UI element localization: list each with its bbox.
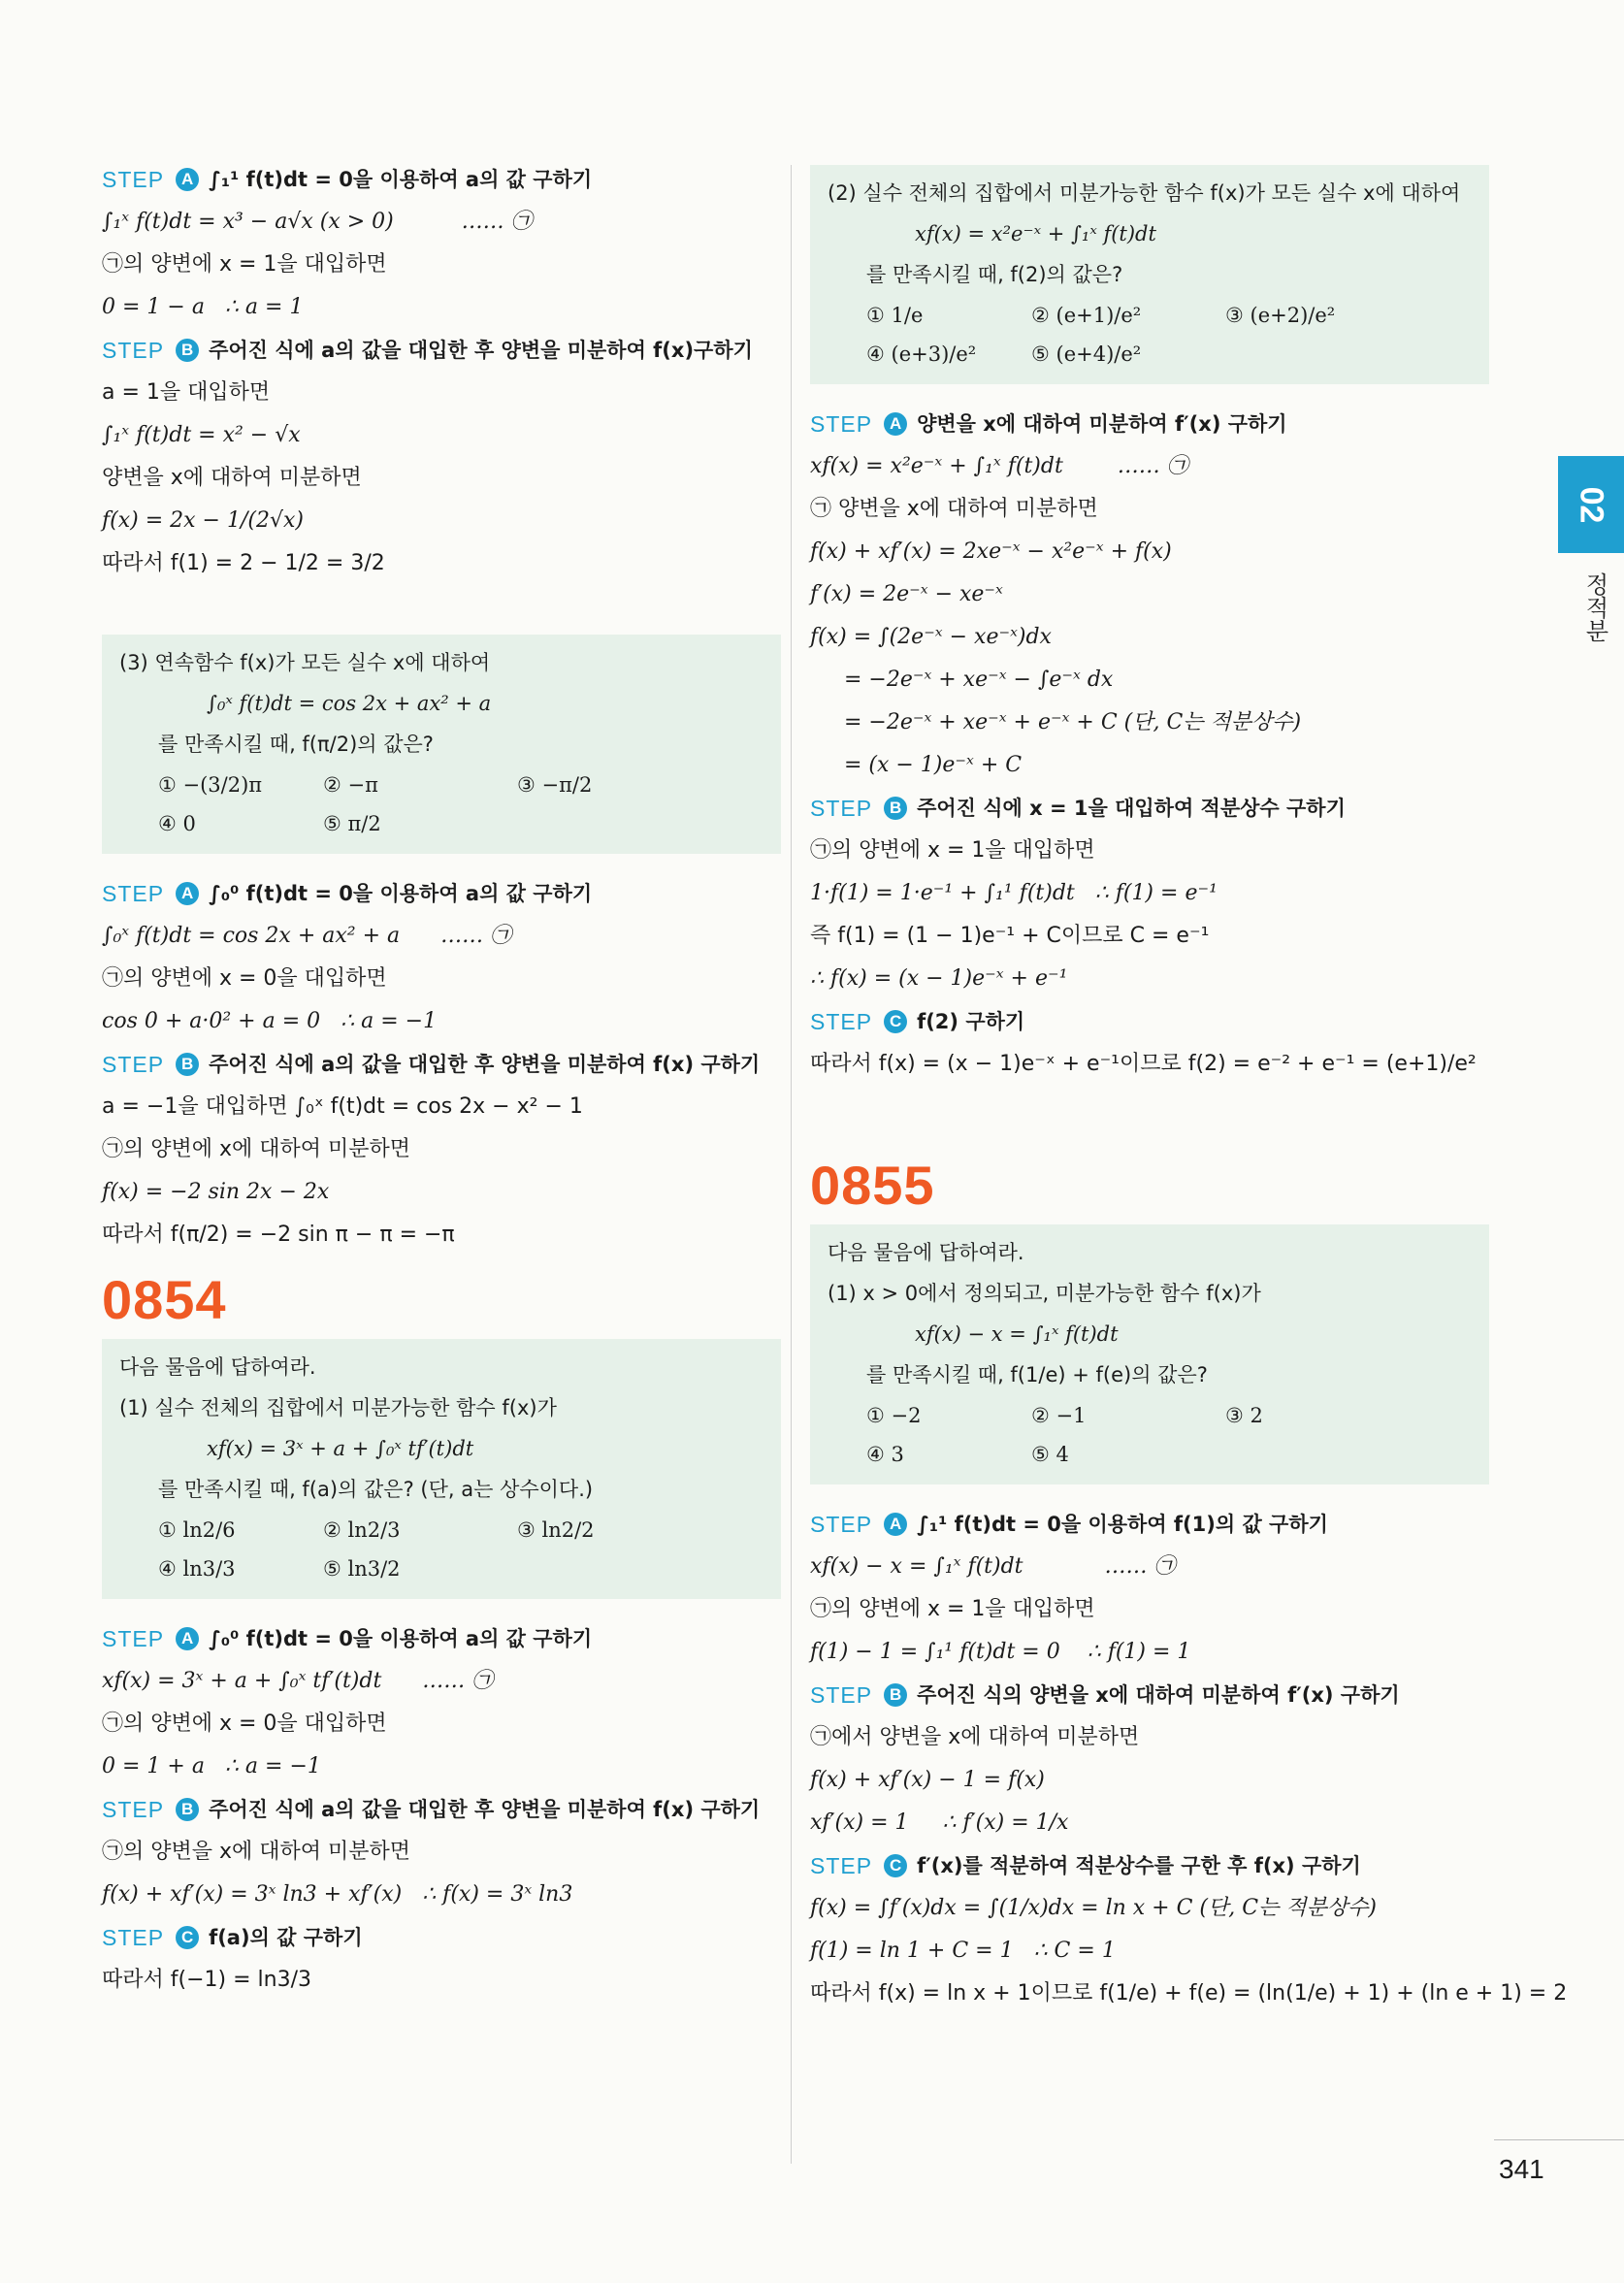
choice-3: ③ −π/2 [517,773,593,797]
step-title: f(2) 구하기 [917,1010,1025,1033]
step-badge: B [176,1798,199,1821]
step-b-header [102,336,781,365]
choice-4: ④ (e+3)/e² [866,342,977,366]
step-badge: B [176,339,199,362]
solution-line: cos 0 + a·0² + a = 0 ∴ a = −1 [102,1009,438,1033]
solution-line: ㉠에서 양변을 x에 대하여 미분하면 [810,1725,1140,1749]
solution-line: xf(x) − x = ∫₁ˣ f(t)dt …… ㉠ [810,1554,1176,1579]
solution-line: xf′(x) = 1 ∴ f′(x) = 1/x [810,1810,1069,1835]
choice-2: ② −1 [1031,1404,1087,1427]
choice-1: ① −2 [866,1404,922,1427]
solution-line: ㉠의 양변에 x = 1을 대입하면 [810,838,1095,863]
step-label: STEP [102,167,165,192]
choice-1: ① 1/e [866,304,924,327]
step-b-header [102,1050,781,1079]
problem-number: 0855 [810,1155,935,1216]
step-badge: C [176,1926,199,1949]
choice-3: ③ ln2/2 [517,1518,595,1542]
chapter-title: 정적분 [1581,572,1608,642]
choice-2: ② (e+1)/e² [1031,304,1142,327]
solution-line: f(1) = ln 1 + C = 1 ∴ C = 1 [810,1939,1116,1963]
solution-line: a = −1을 대입하면 ∫₀ˣ f(t)dt = cos 2x − x² − 1 [102,1094,583,1119]
problem-text: 를 만족시킬 때, f(a)의 값은? (단, a는 상수이다.) [158,1478,594,1501]
chapter-tab [1558,456,1624,553]
problem-text: 를 만족시킬 때, f(2)의 값은? [866,263,1123,286]
left-column [102,165,781,2008]
solution-line: 따라서 f(x) = ln x + 1이므로 f(1/e) + f(e) = (ln(1/e) + 1) + (ln e + 1) = 2 [810,1981,1568,2006]
solution-line: ㉠의 양변에 x = 0을 대입하면 [102,966,387,991]
step-label: STEP [810,796,873,821]
step-label: STEP [810,1512,873,1537]
problem-equation: ∫₀ˣ f(t)dt = cos 2x + ax² + a [207,692,492,715]
answer-choices [119,1516,763,1583]
step-title: 양변을 x에 대하여 미분하여 f′(x) 구하기 [917,412,1287,436]
problem-text: 다음 물음에 답하여라. [119,1355,316,1379]
step-title: 주어진 식의 양변을 x에 대하여 미분하여 f′(x) 구하기 [917,1683,1400,1707]
solution-line: f(x) = 2x − 1/(2√x) [102,508,304,533]
step-title: 주어진 식에 a의 값을 대입한 후 양변을 미분하여 f(x) 구하기 [209,1053,761,1076]
step-title: 주어진 식에 a의 값을 대입한 후 양변을 미분하여 f(x) 구하기 [209,1798,761,1821]
step-title: f(a)의 값 구하기 [209,1926,363,1949]
step-label: STEP [102,881,165,906]
problem-text: 를 만족시킬 때, f(π/2)의 값은? [158,733,434,756]
choice-2: ② ln2/3 [323,1518,401,1542]
step-badge: B [884,1683,907,1707]
solution-line: = −2e⁻ˣ + xe⁻ˣ − ∫e⁻ˣ dx [810,668,1114,692]
solution-line: 0 = 1 + a ∴ a = −1 [102,1754,321,1778]
column-divider [791,165,792,2164]
choice-3: ③ (e+2)/e² [1225,304,1336,327]
solution-line: ㉠ 양변을 x에 대하여 미분하면 [810,497,1098,521]
step-label: STEP [102,1626,165,1651]
step-badge: A [176,1627,199,1650]
step-label: STEP [810,1853,873,1878]
problem-text: (3) 연속함수 f(x)가 모든 실수 x에 대하여 [119,651,491,674]
solution-line: f(1) − 1 = ∫₁¹ f(t)dt = 0 ∴ f(1) = 1 [810,1640,1191,1664]
solution-line: ∫₁ˣ f(t)dt = x³ − a√x (x > 0) …… ㉠ [102,210,533,234]
solution-line: f(x) + xf′(x) = 2xe⁻ˣ − x²e⁻ˣ + f(x) [810,539,1172,564]
solution-line: 따라서 f(π/2) = −2 sin π − π = −π [102,1223,455,1247]
problem-text: (1) x > 0에서 정의되고, 미분가능한 함수 f(x)가 [828,1282,1261,1305]
step-a-header [810,1510,1489,1539]
solution-line: = (x − 1)e⁻ˣ + C [810,753,1023,777]
choice-5: ⑤ (e+4)/e² [1031,342,1142,366]
answer-choices [828,1401,1472,1469]
choice-4: ④ 3 [866,1443,904,1466]
step-label: STEP [102,1925,165,1950]
solution-line: 따라서 f(1) = 2 − 1/2 = 3/2 [102,551,385,575]
step-title: ∫₀⁰ f(t)dt = 0을 이용하여 a의 값 구하기 [209,1627,593,1650]
step-title: ∫₀⁰ f(t)dt = 0을 이용하여 a의 값 구하기 [209,882,593,905]
solution-line: ㉠의 양변에 x에 대하여 미분하면 [102,1137,411,1161]
solution-line: f(x) = ∫f′(x)dx = ∫(1/x)dx = ln x + C (단, C는 적분상수) [810,1896,1377,1920]
solution-line: xf(x) = 3ˣ + a + ∫₀ˣ tf′(t)dt …… ㉠ [102,1669,494,1693]
solution-line: a = 1을 대입하면 [102,380,271,405]
step-title: f′(x)를 적분하여 적분상수를 구한 후 f(x) 구하기 [917,1854,1361,1877]
step-b-header [102,1795,781,1824]
solution-line: ㉠의 양변에 x = 0을 대입하면 [102,1712,387,1736]
step-b-header [810,794,1489,823]
choice-4: ④ ln3/3 [158,1557,236,1581]
problem-equation: xf(x) = x²e⁻ˣ + ∫₁ˣ f(t)dt [915,222,1156,245]
step-label: STEP [810,1009,873,1034]
step-label: STEP [102,338,165,363]
choice-1: ① ln2/6 [158,1518,236,1542]
choice-3: ③ 2 [1225,1404,1263,1427]
step-title: ∫₁¹ f(t)dt = 0을 이용하여 f(1)의 값 구하기 [917,1513,1328,1536]
solution-line: xf(x) = x²e⁻ˣ + ∫₁ˣ f(t)dt …… ㉠ [810,454,1188,478]
solution-line: 양변을 x에 대하여 미분하면 [102,466,362,490]
problem-text: 를 만족시킬 때, f(1/e) + f(e)의 값은? [866,1363,1208,1386]
step-c-header [810,1007,1489,1036]
problem-equation: xf(x) − x = ∫₁ˣ f(t)dt [915,1322,1119,1346]
step-badge: A [176,168,199,191]
step-label: STEP [810,1682,873,1708]
step-badge: A [884,1513,907,1536]
solution-line: ∫₁ˣ f(t)dt = x² − √x [102,423,301,447]
solution-line: 1·f(1) = 1·e⁻¹ + ∫₁¹ f(t)dt ∴ f(1) = e⁻¹ [810,881,1218,905]
solution-line: f(x) = ∫(2e⁻ˣ − xe⁻ˣ)dx [810,625,1052,649]
step-title: 주어진 식에 x = 1을 대입하여 적분상수 구하기 [917,797,1346,820]
solution-line: ∴ f(x) = (x − 1)e⁻ˣ + e⁻¹ [810,966,1068,991]
problem-text: (2) 실수 전체의 집합에서 미분가능한 함수 f(x)가 모든 실수 x에 대하여 [828,181,1461,205]
right-column [810,165,1568,2022]
step-badge: A [884,412,907,436]
choice-5: ⑤ 4 [1031,1443,1069,1466]
step-label: STEP [810,411,873,437]
problem-number: 0854 [102,1269,227,1330]
step-a-header [102,1624,781,1653]
step-c-header [102,1923,781,1952]
choice-4: ④ 0 [158,812,196,835]
solution-line: f(x) + xf′(x) − 1 = f(x) [810,1768,1045,1792]
solution-line: = −2e⁻ˣ + xe⁻ˣ + e⁻ˣ + C (단, C는 적분상수) [810,710,1302,734]
solution-line: f′(x) = 2e⁻ˣ − xe⁻ˣ [810,582,1003,606]
solution-line: 즉 f(1) = (1 − 1)e⁻¹ + C이므로 C = e⁻¹ [810,924,1210,948]
problem-box [810,165,1489,384]
step-badge: A [176,882,199,905]
page-rule [1494,2139,1624,2140]
problem-equation: xf(x) = 3ˣ + a + ∫₀ˣ tf′(t)dt [207,1437,474,1460]
choice-2: ② −π [323,773,378,797]
solution-line: ㉠의 양변에 x = 1을 대입하면 [810,1597,1095,1621]
step-label: STEP [102,1052,165,1077]
step-a-header [102,165,781,194]
step-badge: C [884,1010,907,1033]
step-label: STEP [102,1797,165,1822]
step-title: 주어진 식에 a의 값을 대입한 후 양변을 미분하여 f(x)구하기 [209,339,753,362]
solution-line: 따라서 f(x) = (x − 1)e⁻ˣ + e⁻¹이므로 f(2) = e⁻² + e⁻¹ = (e+1)/e² [810,1052,1477,1076]
solution-line: f(x) = −2 sin 2x − 2x [102,1180,330,1204]
step-a-header [102,879,781,908]
chapter-number: 02 [1573,486,1610,523]
problem-box [102,635,781,854]
step-a-header [810,409,1489,439]
step-title: ∫₁¹ f(t)dt = 0을 이용하여 a의 값 구하기 [209,168,593,191]
step-badge: B [176,1053,199,1076]
solution-line: f(x) + xf′(x) = 3ˣ ln3 + xf′(x) ∴ f(x) = 3ˣ ln3 [102,1882,573,1907]
answer-choices [828,301,1472,369]
choice-1: ① −(3/2)π [158,773,263,797]
choice-5: ⑤ ln3/2 [323,1557,401,1581]
problem-box [102,1339,781,1599]
choice-5: ⑤ π/2 [323,812,381,835]
solution-line: ∫₀ˣ f(t)dt = cos 2x + ax² + a …… ㉠ [102,924,512,948]
page-number: 341 [1499,2154,1544,2184]
answer-choices [119,770,763,838]
step-badge: B [884,797,907,820]
solution-line: 0 = 1 − a ∴ a = 1 [102,295,304,319]
problem-text: 다음 물음에 답하여라. [828,1241,1024,1264]
step-badge: C [884,1854,907,1877]
solution-line: 따라서 f(−1) = ln3/3 [102,1968,311,1992]
step-c-header [810,1851,1489,1880]
step-b-header [810,1680,1489,1710]
solution-line: ㉠의 양변을 x에 대하여 미분하면 [102,1840,411,1864]
solution-line: ㉠의 양변에 x = 1을 대입하면 [102,252,387,277]
problem-box [810,1224,1489,1484]
problem-text: (1) 실수 전체의 집합에서 미분가능한 함수 f(x)가 [119,1396,557,1419]
